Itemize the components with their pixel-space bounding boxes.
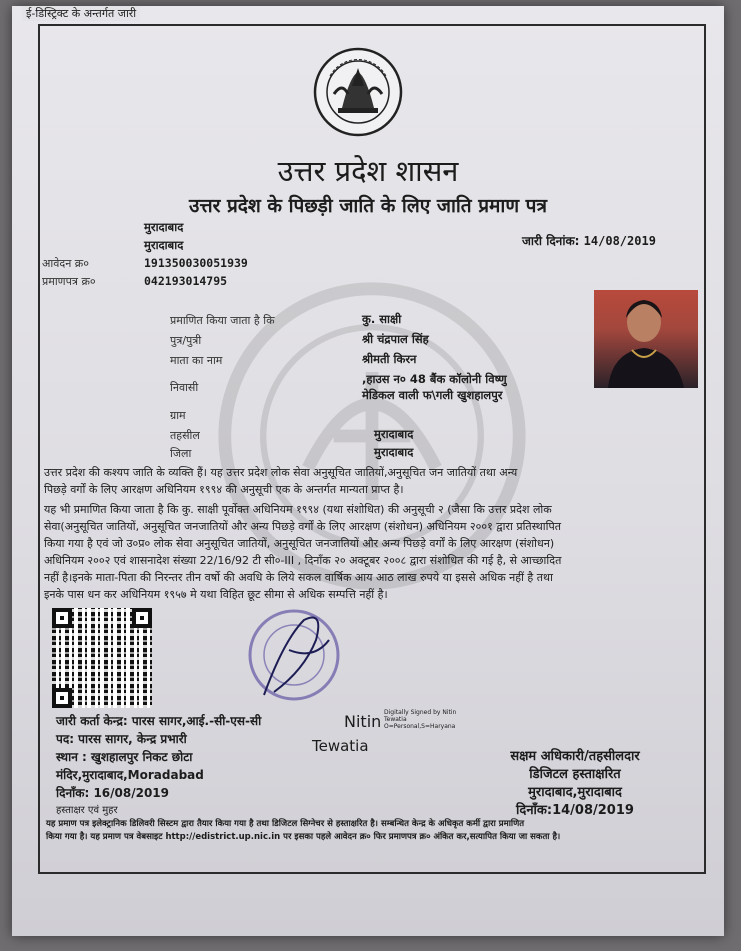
edistrict-note: ई-डिस्ट्रिक्ट के अन्तर्गत जारी [22,6,140,21]
body-line-2: पिछड़े वर्गों के लिए आरक्षण अधिनियम १९९४ की अनुसूची एक के अन्तर्गत मान्यता प्राप्त है। [44,483,404,496]
body-line-1: उत्तर प्रदेश की कश्यप जाति के व्यक्ति हैं। यह उत्तर प्रदेश लोक सेवा अनुसूचित जातियों,अनुसूचित जन जातियों तथा अन्य [44,466,518,479]
certificate-label: प्रमाणपत्र क्र० [42,275,96,288]
body-line-8: इनके पास धन कर अधिनियम १९५७ मे यथा विहित छूट सीमा से अधिक सम्पत्ति नहीं है। [44,588,388,601]
footer-line-2: किया गया है। यह प्रमाण पत्र वेबसाइट http://edistrict.up.nic.in पर इसका पहले आवेदन क्र० फिर प्रमाणपत्र क्र० अंकित कर,सत्यापित किया जा सकता है। [46,832,561,842]
certificate-subtitle: उत्तर प्रदेश के पिछड़ी जाति के लिए जाति प्रमाण पत्र [189,195,547,217]
body-line-6: अधिनियम २००२ एवं शासनादेश संख्या 22/16/92 टी सी०-III , दिनाँक २० अक्टूबर २००८ द्वारा संशोधित की गई है, से आच्छादित [44,554,562,567]
issuer-post: पद: पारस सागर, केन्द्र प्रभारी [56,732,187,746]
parent-name: श्री चंद्रपाल सिंह [362,332,429,346]
body-line-7: नहीं है।इनके माता-पिता की निरन्तर तीन वर्षो की अवधि के लिये सकल वार्षिक आय आठ लाख रुपये या इससे अधिक नहीं है तथा [44,571,553,584]
certificate-number: 042193014795 [144,274,228,288]
page-title: उत्तर प्रदेश शासन [277,154,459,188]
issue-date [522,232,656,249]
mother-label: माता का नाम [170,354,223,367]
centre-seal-stamp-icon [234,600,354,710]
tehsil-label: तहसील [170,429,200,442]
application-number: 191350030051939 [144,256,248,270]
body-line-3: यह भी प्रमाणित किया जाता है कि कु. साक्षी पूर्वोक्त अधिनियम १९९४ (यथा संशोधित) की अनुसूची २ (जैसा कि उत्तर प्रदेश लोक [44,503,552,516]
meta-district: मुरादाबाद [144,220,184,234]
certify-label: प्रमाणित किया जाता है कि [170,314,275,327]
digital-sign-name-1: Nitin [344,712,382,731]
digital-sign-name-2: Tewatia [312,737,369,755]
applicant-photo [594,290,698,388]
authority-place: मुरादाबाद,मुरादाबाद [528,785,622,800]
resident-label: निवासी [170,381,199,394]
address-line-2: मेडिकल वाली फ\गली खुशहालपुर [362,388,503,402]
address-line-1: ,हाउस न० 48 बैंक कॉलोनी विष्णु [362,372,507,386]
certificate-paper [12,6,724,936]
digital-sign-details: Digitally Signed by Nitin Tewatia O=Personal,S=Haryana [384,709,457,730]
district-value: मुरादाबाद [374,445,414,459]
issuer-sign-label: हस्ताक्षर एवं मुहर [56,805,118,816]
qr-code[interactable] [52,608,152,708]
district-label: जिला [170,447,192,460]
footer-line-1: यह प्रमाण पत्र इलेक्ट्रानिक डिलिवरी सिस्टम द्वारा तैयार किया गया है तथा डिजिटल सिग्नेचर से हस्ताक्षरित है। सम्बन्धित केन्द्र के अधिकृत कर्मी द्वारा प्रमाणित [46,819,525,829]
body-line-4: सेवा(अनुसूचित जातियों, अनुसूचित जनजातियों और अन्य पिछड़े वर्गों के लिए आरक्षण (संशोधन) अधिनियम २००१ द्वारा प्रतिस्थापित [44,520,562,533]
applicant-name: कु. साक्षी [362,312,402,326]
body-line-5: किया गया है एवं जो उ०प्र० लोक सेवा अनुसूचित जातियों, अनुसूचित जनजातियों और अन्य पिछड़े वर्गों के लिए आरक्षण (संशोधन) [44,537,555,550]
issue-date-label: जारी दिनांक: [522,234,580,248]
up-government-emblem-icon [308,46,408,138]
issuer-place-line-2: मंदिर,मुरादाबाद,Moradabad [56,768,204,782]
application-label: आवेदन क्र० [42,257,89,270]
footer-note [46,818,696,844]
village-label: ग्राम [170,409,186,422]
mother-name: श्रीमती किरन [362,352,417,366]
meta-tehsil: मुरादाबाद [144,238,184,252]
person-photo-icon [594,290,698,388]
tehsil-value: मुरादाबाद [374,427,414,441]
parent-label: पुत्र/पुत्री [170,334,202,347]
authority-sign: डिजिटल हस्ताक्षरित [529,767,621,782]
authority-title: सक्षम अधिकारी/तहसीलदार [510,749,640,764]
issuer-centre: जारी कर्ता केन्द्र: पारस सागर,आई.-सी-एस-सी [56,714,262,728]
issue-date-value: 14/08/2019 [583,234,656,248]
issuer-place-line-1: स्थान : खुशहालपुर निकट छोटा [56,750,193,764]
authority-date: दिनाँक:14/08/2019 [516,803,634,818]
issuer-date: दिनाँक: 16/08/2019 [56,786,170,800]
